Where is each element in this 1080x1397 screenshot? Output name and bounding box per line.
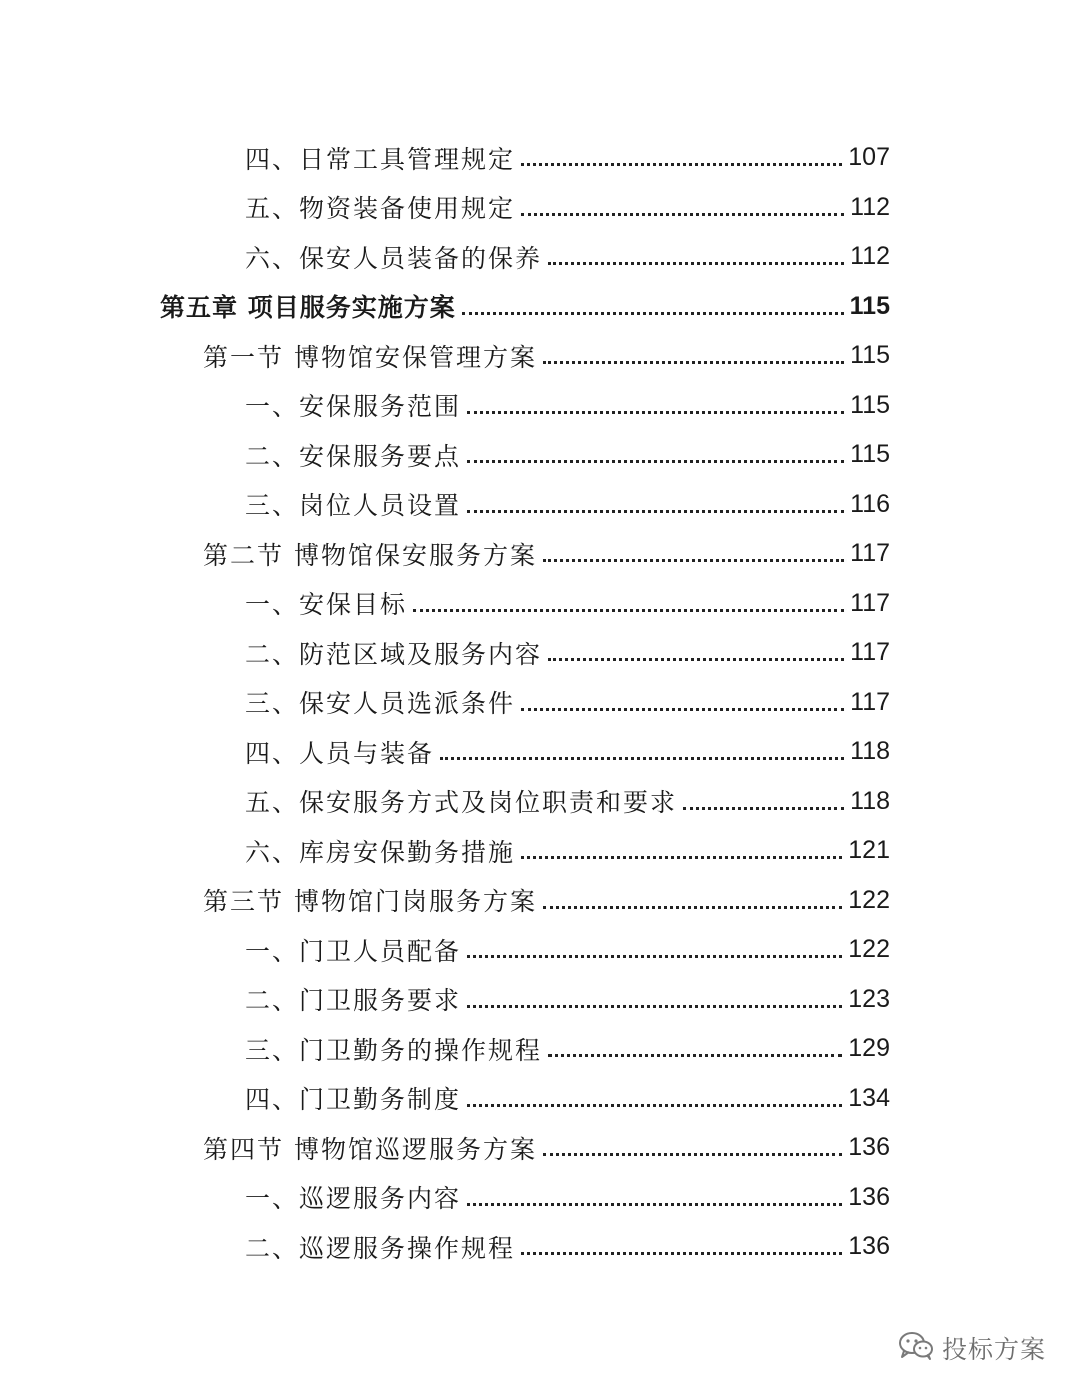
toc-page-number: 112 [850,242,890,271]
toc-section-row[interactable] [0,1123,1080,1173]
toc-entry-title: 二、安保服务要点 [245,441,462,471]
toc-item-row[interactable] [0,826,1080,876]
toc-entry-title: 四、日常工具管理规定 [245,144,516,174]
toc-entry-title: 一、安保目标 [245,590,408,620]
toc-page-number: 118 [850,737,890,766]
toc-page-number: 117 [850,539,890,568]
toc-page-number: 123 [848,984,890,1013]
toc-item-row[interactable] [0,1173,1080,1223]
toc-item-row[interactable] [0,628,1080,678]
toc-entry-title: 第一节 博物馆安保管理方案 [203,342,537,372]
toc-entry-title: 六、保安人员装备的保养 [245,243,543,273]
toc-page-number: 112 [850,192,890,221]
toc-dot-leader [543,1153,842,1156]
toc-entry-title: 五、保安服务方式及岗位职责和要求 [245,788,678,818]
toc-item-row[interactable] [0,678,1080,728]
toc-item-row[interactable] [0,975,1080,1025]
watermark [898,1330,1046,1366]
toc-dot-leader [467,1104,842,1107]
toc-entry-title: 三、门卫勤务的操作规程 [245,1035,543,1065]
toc-page-number: 115 [850,440,890,469]
toc-page-number: 122 [848,885,890,914]
toc-entry-title: 第三节 博物馆门岗服务方案 [203,887,537,917]
toc-dot-leader [521,213,844,216]
toc-dot-leader [467,1005,842,1008]
toc-page-number: 116 [850,489,890,518]
toc-entry-title: 第二节 博物馆保安服务方案 [203,540,537,570]
toc-page-number: 115 [849,291,890,320]
toc-chapter-row[interactable] [0,282,1080,332]
toc-item-row[interactable] [0,579,1080,629]
toc-dot-leader [543,906,842,909]
toc-dot-leader [548,658,844,661]
toc-page-number: 134 [848,1083,890,1112]
toc-item-row[interactable] [0,183,1080,233]
toc-page-number: 117 [850,588,890,617]
toc-entry-title: 一、安保服务范围 [245,392,462,422]
toc-item-row[interactable] [0,777,1080,827]
toc-dot-leader [440,757,844,760]
toc-entry-title: 四、人员与装备 [245,738,435,768]
table-of-contents [0,133,1080,1272]
toc-entry-title: 第四节 博物馆巡逻服务方案 [203,1134,537,1164]
toc-section-row[interactable] [0,876,1080,926]
toc-page-number: 107 [848,143,890,172]
toc-item-row[interactable] [0,1074,1080,1124]
toc-dot-leader [543,559,844,562]
toc-item-row[interactable] [0,1222,1080,1272]
toc-dot-leader [413,609,844,612]
toc-dot-leader [467,411,844,414]
toc-page-number: 115 [850,390,890,419]
toc-entry-title: 四、门卫勤务制度 [245,1085,462,1115]
toc-item-row[interactable] [0,925,1080,975]
toc-page-number: 136 [848,1182,890,1211]
toc-entry-title: 三、岗位人员设置 [245,491,462,521]
toc-dot-leader [521,163,842,166]
toc-item-row[interactable] [0,1024,1080,1074]
toc-item-row[interactable] [0,480,1080,530]
toc-page-number: 121 [848,836,890,865]
toc-dot-leader [467,1203,842,1206]
toc-page-number: 136 [848,1133,890,1162]
wechat-icon [898,1331,934,1365]
toc-entry-title: 一、门卫人员配备 [245,936,462,966]
toc-dot-leader [521,708,844,711]
toc-page-number: 122 [848,935,890,964]
toc-entry-title: 六、库房安保勤务措施 [245,837,516,867]
toc-dot-leader [462,312,844,315]
toc-entry-title: 一、巡逻服务内容 [245,1184,462,1214]
toc-page-number: 115 [850,341,890,370]
toc-page-number: 117 [850,638,890,667]
toc-dot-leader [543,361,844,364]
toc-dot-leader [467,955,842,958]
toc-page-number: 118 [850,786,890,815]
toc-entry-title: 第五章 项目服务实施方案 [160,293,456,323]
watermark-text: 投标方案 [942,1335,1047,1364]
toc-entry-title: 二、巡逻服务操作规程 [245,1233,516,1263]
toc-item-row[interactable] [0,381,1080,431]
toc-dot-leader [521,856,842,859]
toc-entry-title: 三、保安人员选派条件 [245,689,516,719]
toc-entry-title: 五、物资装备使用规定 [245,194,516,224]
toc-item-row[interactable] [0,727,1080,777]
toc-section-row[interactable] [0,529,1080,579]
toc-entry-title: 二、防范区域及服务内容 [245,639,543,669]
toc-page-number: 117 [850,687,890,716]
toc-item-row[interactable] [0,133,1080,183]
toc-dot-leader [521,1252,842,1255]
toc-dot-leader [467,460,844,463]
toc-dot-leader [467,510,844,513]
toc-dot-leader [548,1054,842,1057]
toc-dot-leader [548,262,844,265]
toc-item-row[interactable] [0,232,1080,282]
toc-entry-title: 二、门卫服务要求 [245,986,462,1016]
toc-page-number: 136 [848,1232,890,1261]
toc-section-row[interactable] [0,331,1080,381]
toc-dot-leader [683,807,844,810]
toc-page-number: 129 [848,1034,890,1063]
toc-item-row[interactable] [0,430,1080,480]
